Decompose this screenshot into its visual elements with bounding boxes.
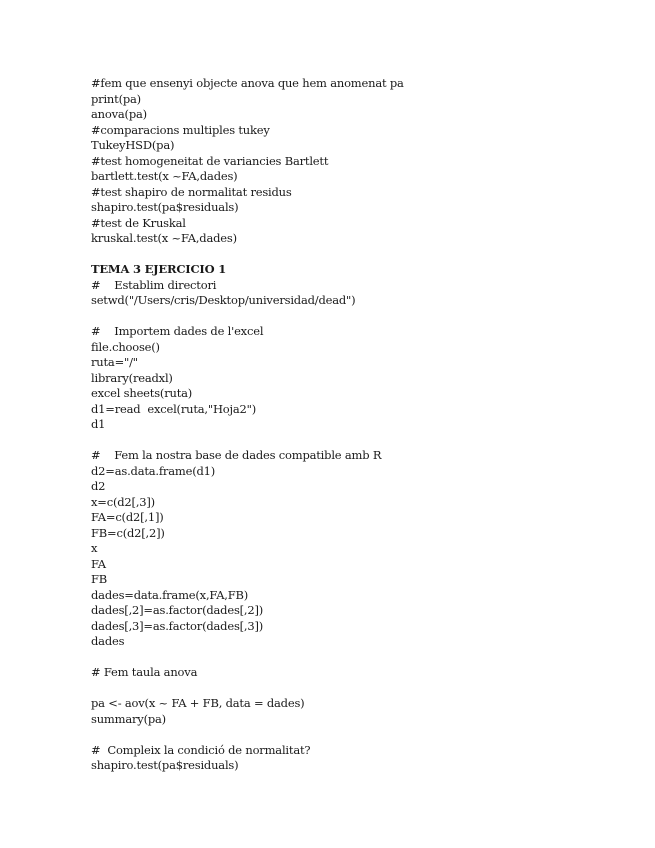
code-line: excel sheets(ruta) [91, 386, 193, 400]
blank-line [91, 433, 611, 449]
code-line: # Fem taula anova [91, 665, 198, 679]
code-line: file.choose() [91, 339, 160, 354]
code-line: library(readxl) [91, 370, 173, 385]
code-line: #test shapiro de normalitat residus [91, 184, 292, 199]
code-line: # Fem la nostra base de dades compatible amb R [91, 448, 382, 462]
code-line: FB=c(d2[,2]) [91, 525, 165, 540]
code-line: d2=as.data.frame(d1) [91, 463, 216, 478]
code-line: ruta="/" [91, 355, 138, 369]
code-line: bartlett.test(x ~FA,dades) [91, 169, 238, 183]
code-line: kruskal.test(x ~FA,dades) [91, 231, 237, 245]
code-line: d1=read excel(ruta,"Hoja2") [91, 401, 257, 416]
code-line: x=c(d2[,3]) [91, 494, 155, 509]
code-line: #test de Kruskal [91, 215, 186, 230]
section-heading: TEMA 3 EJERCICIO 1 [91, 262, 227, 276]
code-line: pa <- aov(x ~ FA + FB, data = dades) [91, 696, 305, 710]
blank-line [91, 681, 611, 697]
code-line: summary(pa) [91, 711, 166, 726]
blank-line [91, 650, 611, 666]
code-line: # Importem dades de l'excel [91, 324, 264, 338]
blank-line [91, 309, 611, 325]
code-line: FA [91, 556, 106, 571]
document-body [91, 76, 611, 774]
code-line: #fem que ensenyi objecte anova que hem anomenat pa [91, 76, 404, 90]
code-line: d1 [91, 417, 106, 431]
code-line: d2 [91, 479, 106, 493]
code-line: shapiro.test(pa$residuals) [91, 758, 239, 772]
code-line: FA=c(d2[,1]) [91, 510, 164, 524]
code-line: # Compleix la condició de normalitat? [91, 742, 311, 757]
code-line: FB [91, 572, 108, 586]
code-line: print(pa) [91, 91, 141, 106]
blank-line [91, 727, 611, 743]
code-line: dades=data.frame(x,FA,FB) [91, 587, 249, 602]
code-line: shapiro.test(pa$residuals) [91, 200, 239, 214]
code-line: dades[,2]=as.factor(dades[,2]) [91, 603, 264, 617]
code-line: anova(pa) [91, 107, 147, 121]
code-line: # Establim directori [91, 277, 217, 292]
code-line: setwd("/Users/cris/Desktop/universidad/dead") [91, 293, 356, 307]
code-line: dades[,3]=as.factor(dades[,3]) [91, 618, 264, 633]
code-line: TukeyHSD(pa) [91, 138, 175, 152]
code-line: #comparacions multiples tukey [91, 122, 270, 137]
code-line: x [91, 541, 98, 555]
blank-line [91, 247, 611, 263]
code-line: dades [91, 634, 125, 648]
code-line: #test homogeneitat de variancies Bartlett [91, 153, 329, 168]
